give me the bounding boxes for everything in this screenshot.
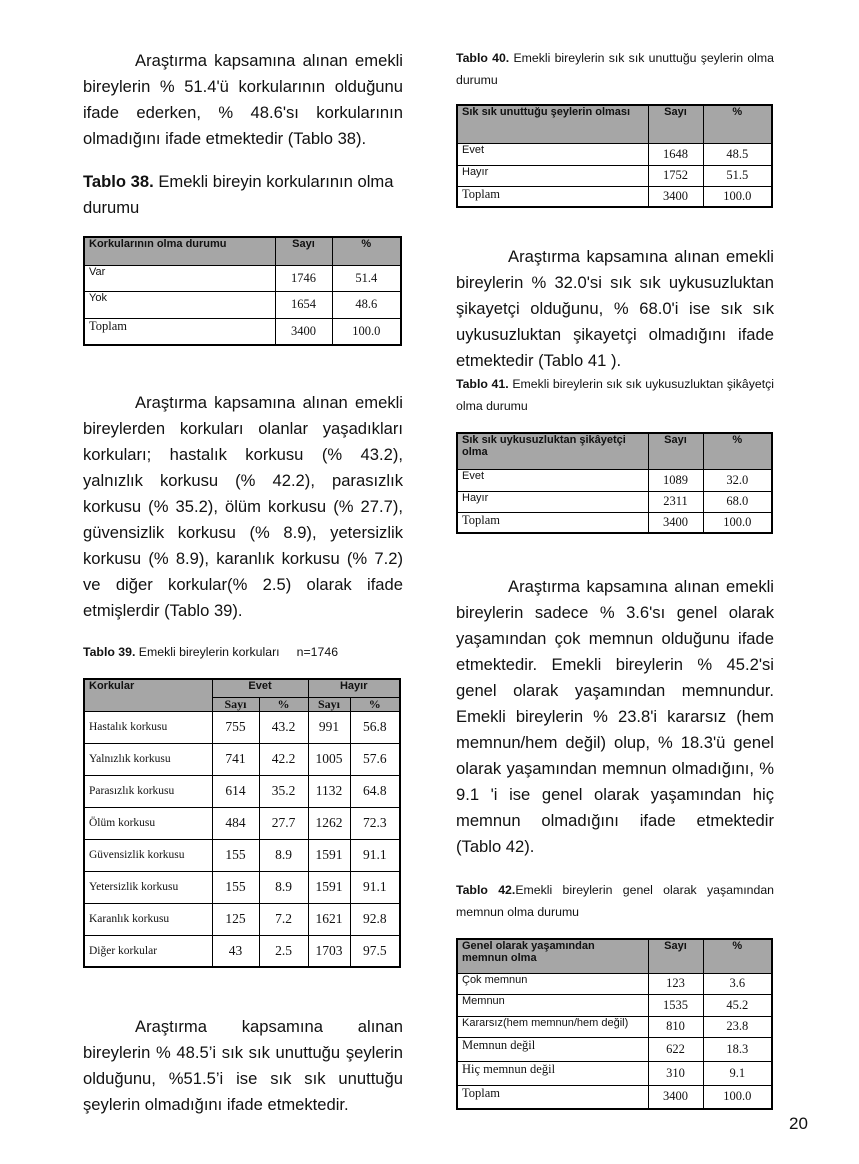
table-row: Var 1746 51.4 [84,265,401,291]
table-header: % [703,939,772,973]
table-header: Korkularının olma durumu [84,237,275,265]
table-row: Hayır 1752 51.5 [457,165,772,186]
table-header: Korkular [84,679,212,711]
table-row: Memnun değil 622 18.3 [457,1037,772,1061]
table-header: Sık sık unuttuğu şeylerin olması [457,105,648,143]
table-header: % [332,237,401,265]
table-row: Toplam 3400 100.0 [457,186,772,207]
table-row: Güvensizlik korkusu 155 8.9 1591 91.1 [84,839,400,871]
table-row: Toplam 3400 100.0 [457,512,772,533]
table-header: % [703,433,772,469]
table-header: % [703,105,772,143]
table-row: Kararsız(hem memnun/hem değil) 810 23.8 [457,1016,772,1037]
table-42 [456,938,773,1110]
table-row: Diğer korkular 43 2.5 1703 97.5 [84,935,400,967]
table-header: Hayır [308,679,400,697]
table-row: Evet 1089 32.0 [457,469,772,491]
table-header: Genel olarak yaşamından memnun olma [457,939,648,973]
table-row: Karanlık korkusu 125 7.2 1621 92.8 [84,903,400,935]
table-39: Korkular Evet Hayır Sayı % Sayı % Hastalık korkusu 755 43.2 991 56.8 Yalnızlık korkusu 741 42.2 1005 57.6 Parasızlık korkusu 614 35.2 1132 64.8 Ölüm korkusu 484 27.7 1262 72.3 Güvensizlik korkusu 155 8.9 1591 91.1 Yetersizlik korkusu 155 8.9 1591 91.1 Karanlık korkusu 125 7.2 1621 92.8 Diğer korkular 43 2.5 1703 97.5 [83,678,401,968]
table-row: Memnun 1535 45.2 [457,994,772,1016]
paragraph-korku-durumu: Araştırma kapsamına alınan emekli bireylerin % 51.4'ü korkularının olduğunu ifade ederken, % 48.6'sı korkularının olmadığını ifade etmektedir (Tablo 38). [83,51,403,148]
table-row: Evet 1648 48.5 [457,143,772,165]
table-row: Hastalık korkusu 755 43.2 991 56.8 [84,711,400,743]
table-row: Yalnızlık korkusu 741 42.2 1005 57.6 [84,743,400,775]
table-39-caption: Tablo 39. Emekli bireylerin korkuları n=1746 [83,645,339,659]
table-row: Ölüm korkusu 484 27.7 1262 72.3 [84,807,400,839]
table-41-caption: Tablo 41. Emekli bireylerin sık sık uykusuzluktan şikâyetçi olma durumu [456,377,774,413]
table-header: Sayı [275,237,332,265]
table-row: Yetersizlik korkusu 155 8.9 1591 91.1 [84,871,400,903]
table-row: Yok 1654 48.6 [84,291,401,318]
table-row: Hayır 2311 68.0 [457,491,772,512]
table-header: Sayı [648,105,703,143]
table-40-caption: Tablo 40. Emekli bireylerin sık sık unuttuğu şeylerin olma durumu [456,51,774,87]
table-row: Hiç memnun değil 310 9.1 [457,1061,772,1085]
page-number: 20 [789,1114,808,1133]
paragraph-yasam-memnuniyeti: Araştırma kapsamına alınan emekli bireylerin sadece % 3.6'sı genel olarak yaşamından çok memnun olduğunu ifade etmektedir. Emekli bireylerin % 45.2'si genel olarak yaşamından memnundur. Emekli bireylerin % 23.8'i kararsız (hem memnun/hem değil) olup, % 18.3'ü genel olarak yaşamından memnun olmadığını, % 9.1 'i ise genel olarak yaşamından hiç memnun olmadığını ifade etmektedir (Tablo 42). [456,577,774,856]
table-41 [456,432,773,534]
table-header: Sık sık uykusuzluktan şikâyetçi olma [457,433,648,469]
table-row: Toplam 3400 100.0 [84,318,401,345]
table-row: Parasızlık korkusu 614 35.2 1132 64.8 [84,775,400,807]
table-38-caption: Tablo 38. Emekli bireyin korkularının olma durumu [83,172,394,217]
table-row: Toplam 3400 100.0 [457,1085,772,1109]
table-header: Sayı [648,433,703,469]
table-header: Evet [212,679,308,697]
table-header: Sayı [648,939,703,973]
table-42-caption: Tablo 42.Emekli bireylerin genel olarak yaşamından memnun olma durumu [456,883,774,919]
table-40 [456,104,773,208]
paragraph-korku-turleri: Araştırma kapsamına alınan emekli bireylerden korkuları olanlar yaşadıkları korkuları; hastalık korkusu (% 43.2), yalnızlık korkusu (% 42.2), parasızlık korkusu (% 35.2), ölüm korkusu (% 27.7), güvensizlik korkusu (% 8.9), yetersizlik korkusu (% 8.9), karanlık korkusu (% 7.2) ve diğer korkular(% 2.5) olarak ifade etmişlerdir (Tablo 39). [83,393,403,620]
paragraph-unutma: Araştırma kapsamına alınan bireylerin % 48.5’i sık sık unuttuğu şeylerin olduğunu, %51.5’i ise sık sık unuttuğu şeylerin olmadığını ifade etmektedir. [83,1017,403,1114]
table-row: Çok memnun 123 3.6 [457,973,772,994]
paragraph-uykusuzluk: Araştırma kapsamına alınan emekli bireylerin % 32.0'si sık sık uykusuzluktan şikayetçi olduğunu, % 68.0'i ise sık sık uykusuzluktan şikayetçi olmadığını ifade etmektedir (Tablo 41 ). [456,247,774,370]
table-38 [83,236,402,346]
